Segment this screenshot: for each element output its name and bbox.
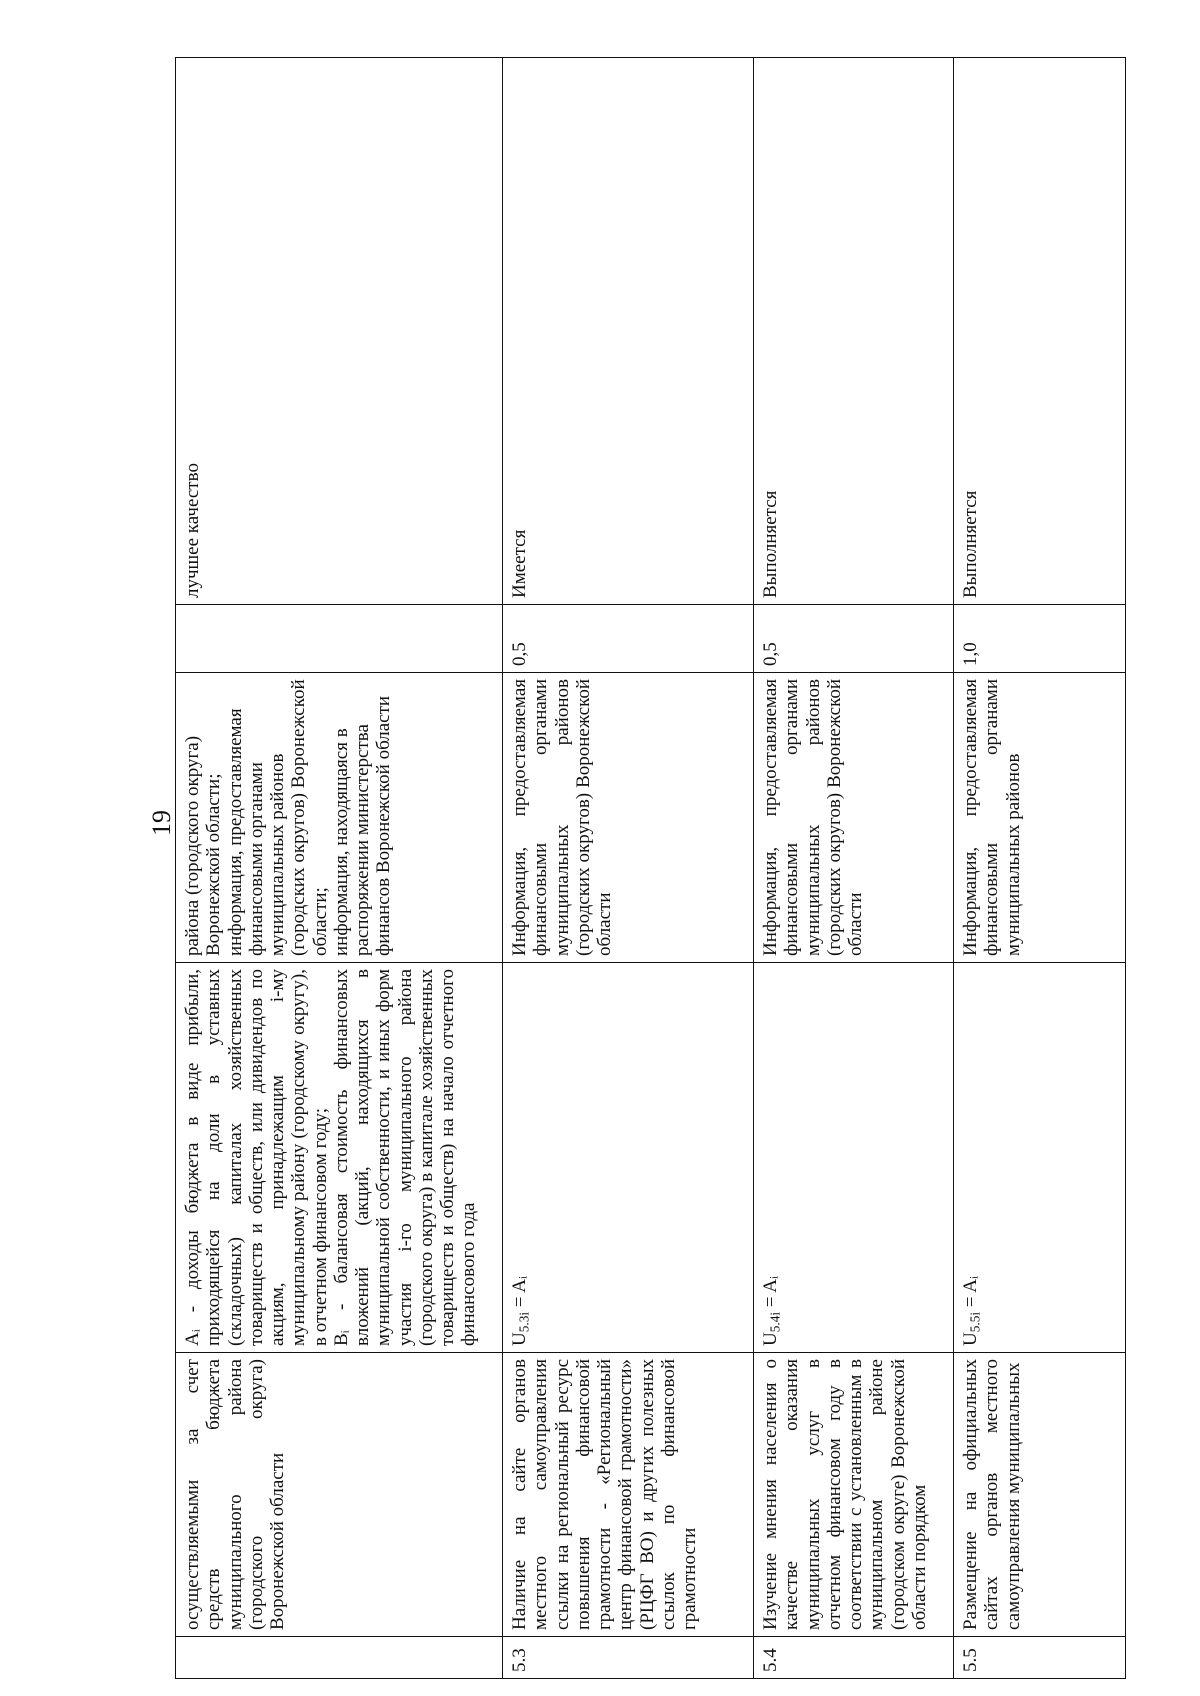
direction-cell: Выполняется [754,58,954,605]
formula-line: Aᵢ - доходы бюджета в виде прибыли, приходящейся на доли в уставных (складочных) капиталах хозяйственных товариществ и обществ, или дивидендов по акциям, принадлежащим i-му муниципальному району (городскому округу), в отчетном финансовом году; [182,969,331,1346]
formula-cell [176,963,503,1353]
page-number: 19 [147,810,176,836]
row-number: 5.3 [503,1637,754,1679]
criteria-table [175,57,1126,1679]
formula-main: U [760,1332,781,1346]
source-line: района (городского округа) Воронежской области; [182,735,225,956]
row-number: 5.4 [754,1637,954,1679]
indicator-name: Размещение на официальных сайтах органов местного самоуправления муниципальных [954,1353,1126,1637]
formula-rest: = Aᵢ [760,1275,781,1312]
direction-cell: Имеется [503,58,754,605]
row-number: 5.5 [954,1637,1126,1679]
formula-rest: = Aᵢ [509,1275,530,1312]
formula-rest: = Aᵢ [960,1275,981,1312]
source-line: информация, предоставляемая финансовыми органами муниципальных районов (городских округов) Воронежской области; [224,679,331,956]
direction-cell: Выполняется [954,58,1126,605]
table-row [754,58,954,1679]
source-cell: Информация, предоставляемая финансовыми органами муниципальных районов (городских округов) Воронежской области [503,673,754,963]
source-cell: Информация, предоставляемая финансовыми органами муниципальных районов [954,673,1126,963]
table-row [176,58,503,1679]
formula-line: Bᵢ - балансовая стоимость финансовых вложений (акций, находящихся в муниципальной собственности, и иных форм участия i-го муниципального района (городского округа) в капитале хозяйственных товариществ и обществ) на начало отчетного финансового года [330,969,480,1346]
source-line: информация, находящаяся в распоряжении министерства финансов Воронежской области [330,695,395,956]
formula-cell [503,963,754,1353]
formula-cell [954,963,1126,1353]
source-cell: Информация, предоставляемая финансовыми органами муниципальных районов (городских округов) Воронежской области [754,673,954,963]
criteria-table-wrapper [175,58,1125,1679]
formula-subscript: 5.5i [967,1311,983,1333]
indicator-name: Наличие на сайте органов местного самоуправления ссылки на региональный ресурс повышения финансовой грамотности - «Региональный центр финансовой грамотности» (РЦФГ ВО) и других полезных ссылок по финансовой грамотности [503,1353,754,1637]
direction-cell: лучшее качество [176,58,503,605]
weight-cell: 0,5 [754,605,954,673]
weight-cell [176,605,503,673]
row-number [176,1637,503,1679]
indicator-name: Изучение мнения населения о качестве оказания муниципальных услуг в отчетном финансовом году в соответствии с установленным в муниципальном районе (городском округе) Воронежской области порядком [754,1353,954,1637]
formula-subscript: 5.3i [516,1311,532,1333]
source-cell [176,673,503,963]
weight-cell: 1,0 [954,605,1126,673]
indicator-name: осуществляемыми за счет средств бюджета муниципального района (городского округа) Воронежской области [176,1353,503,1637]
formula-cell [754,963,954,1353]
formula-subscript: 5.4i [767,1311,783,1333]
table-row [954,58,1126,1679]
weight-cell: 0,5 [503,605,754,673]
table-row [503,58,754,1679]
formula-main: U [960,1332,981,1346]
formula-main: U [509,1332,530,1346]
